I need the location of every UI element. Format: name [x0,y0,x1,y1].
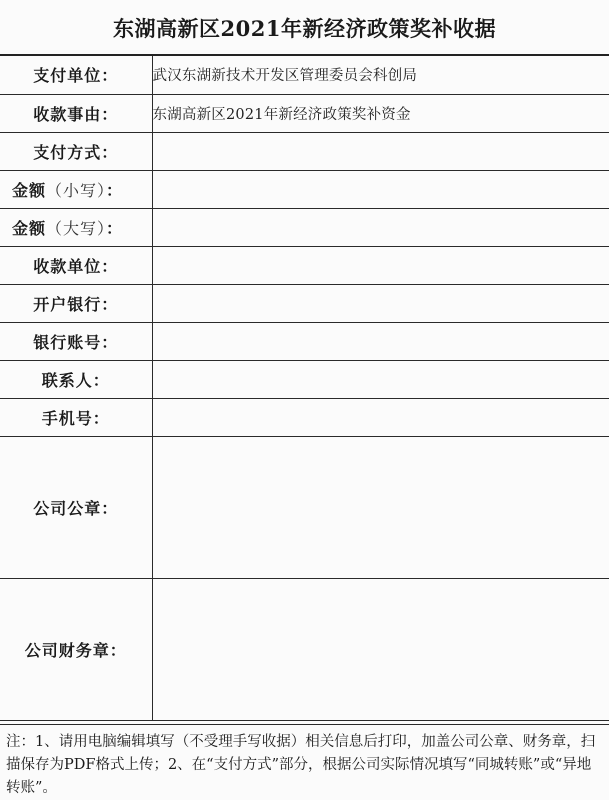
purpose-value: 东湖高新区2021年新经济政策奖补资金 [152,94,609,132]
finance-seal-label: 公司财务章： [0,578,152,720]
contact-label: 联系人： [0,360,152,398]
amount-words-label-main: 金额 [12,218,47,238]
purpose-label: 收款事由： [0,94,152,132]
table-row-phone [0,398,609,436]
amount-figures-label-colon: ： [106,180,124,200]
table-row-account [0,322,609,360]
payment-method-label: 支付方式： [0,132,152,170]
table-row-finance-seal [0,578,609,720]
amount-words-label [0,208,152,246]
table-row-company-seal [0,436,609,578]
amount-words-label-colon: ： [106,218,124,238]
payee-value [152,246,609,284]
table-row-payment-method [0,132,609,170]
account-value [152,322,609,360]
table-row-bank [0,284,609,322]
table-row-amount-words [0,208,609,246]
finance-seal-value [152,578,609,720]
phone-label: 手机号： [0,398,152,436]
amount-figures-value [152,170,609,208]
footnote: 注：1、请用电脑编辑填写（不受理手写收据）相关信息后打印，加盖公司公章、财务章，扫描保存为PDF格式上传；2、在“支付方式”部分，根据公司实际情况填写“同城转账”或“异地转账”。 [0,724,609,800]
bank-label: 开户银行： [0,284,152,322]
table-row-payee [0,246,609,284]
payer-value: 武汉东湖新技术开发区管理委员会科创局 [152,56,609,94]
phone-value [152,398,609,436]
payer-label: 支付单位： [0,56,152,94]
receipt-title: 东湖高新区2021年新经济政策奖补收据 [0,0,609,56]
amount-words-label-paren: （大写） [46,218,107,238]
amount-figures-label [0,170,152,208]
payment-method-value [152,132,609,170]
account-label: 银行账号： [0,322,152,360]
payee-label: 收款单位： [0,246,152,284]
table-row-payer [0,56,609,94]
company-seal-value [152,436,609,578]
contact-value [152,360,609,398]
bank-value [152,284,609,322]
table-row-purpose [0,94,609,132]
amount-figures-label-paren: （小写） [46,180,107,200]
amount-figures-label-main: 金额 [12,180,47,200]
company-seal-label: 公司公章： [0,436,152,578]
table-row-contact [0,360,609,398]
table-row-amount-figures [0,170,609,208]
amount-words-value [152,208,609,246]
receipt-table [0,56,609,721]
